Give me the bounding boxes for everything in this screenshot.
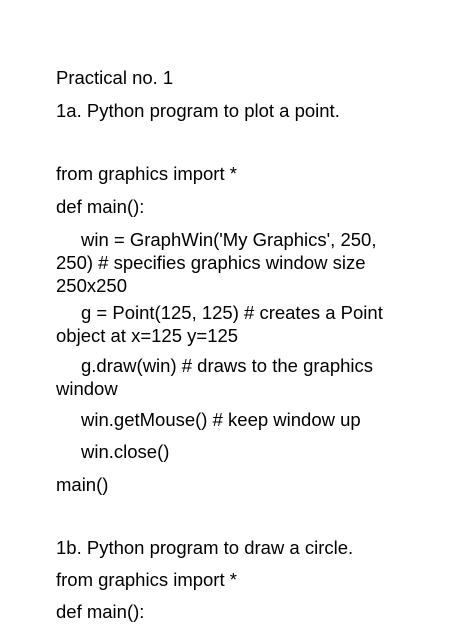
section-1a-heading: 1a. Python program to plot a point. bbox=[56, 100, 340, 121]
code-1a-win-line: win = GraphWin('My Graphics', 250, 250) # specifies graphics window size 250x250 bbox=[56, 229, 377, 296]
code-1b-def-line: def main(): bbox=[56, 601, 145, 622]
code-1b-import-line: from graphics import * bbox=[56, 569, 237, 590]
code-1a-point-line: g = Point(125, 125) # creates a Point object at x=125 y=125 bbox=[56, 302, 383, 346]
code-1a-call-line: main() bbox=[56, 474, 109, 495]
code-1a-close-line: win.close() bbox=[81, 441, 170, 462]
section-1b-heading: 1b. Python program to draw a circle. bbox=[56, 537, 354, 558]
code-1a-def-line: def main(): bbox=[56, 196, 145, 217]
code-1a-getmouse-line: win.getMouse() # keep window up bbox=[81, 409, 361, 430]
code-1a-import-line: from graphics import * bbox=[56, 163, 237, 184]
code-1a-draw-line: g.draw(win) # draws to the graphics window bbox=[56, 355, 374, 399]
practical-title: Practical no. 1 bbox=[56, 67, 174, 88]
